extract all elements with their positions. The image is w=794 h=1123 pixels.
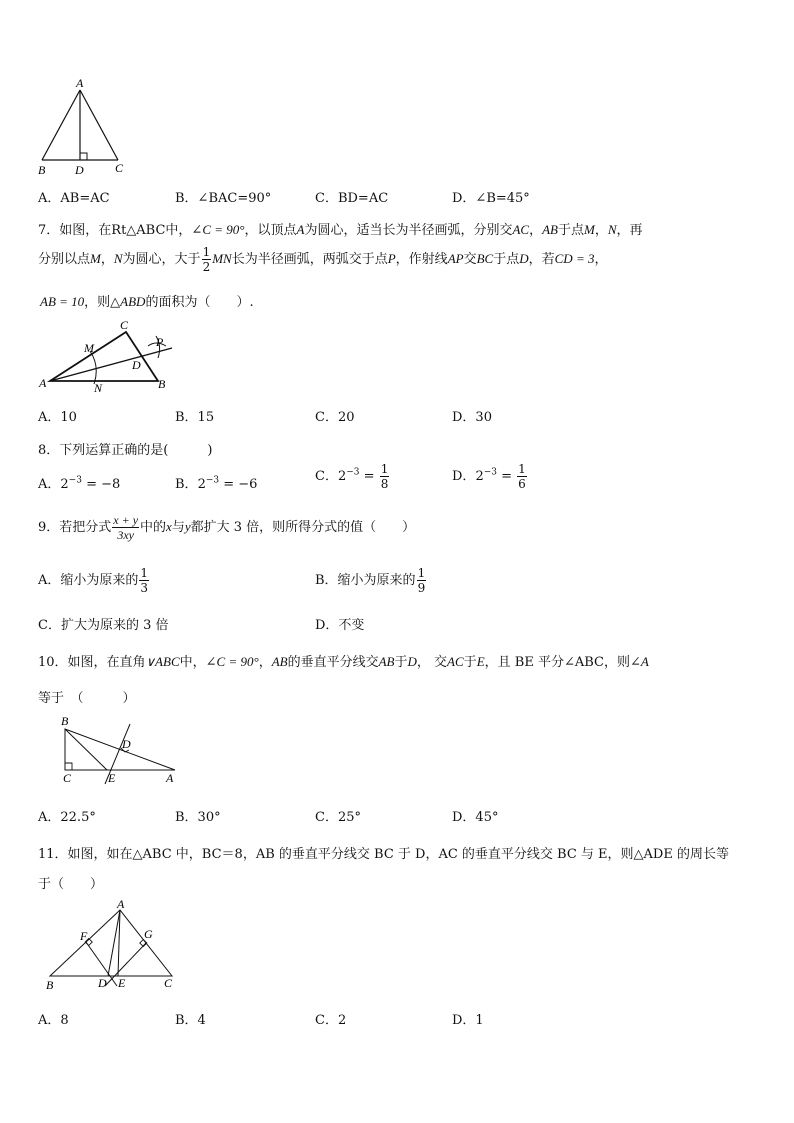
q10-line2: 等于 （ ）: [38, 691, 136, 706]
q10-right-angle-c: [65, 763, 72, 770]
q8-option-c: C．$2^{-3}$ = $\frac{1}{8}$: [315, 462, 389, 491]
q10-label-b: B: [61, 714, 69, 728]
q9-option-c: C．扩大为原来的 3 倍: [38, 618, 169, 633]
q7-line1: 7．如图，在Rt△ABC中，∠C = 90°，以顶点A为圆心，适当长为半径画弧，分别交AC，AB于点M，N，再: [38, 222, 643, 238]
q7-fraction-half: $\frac{1}{2}$: [202, 245, 211, 274]
q7-label-m: M: [84, 341, 94, 355]
q9-fraction: $\frac{x + y}{3xy}$: [113, 513, 139, 542]
q10-option-d: D．45°: [452, 810, 499, 825]
q10-option-b: B．30°: [175, 810, 221, 825]
q11-label-b: B: [46, 978, 54, 992]
q11-label-f: F: [80, 929, 88, 943]
q7-line3: AB = 10，则△ABD的面积为（ ）.: [40, 294, 254, 310]
q10-line1: 10．如图，在直角∨ABC中，∠C = 90°，AB的垂直平分线交AB于D， 交AC于E，且 BE 平分∠ABC，则∠A: [38, 654, 649, 670]
q6-figure: [30, 78, 140, 178]
q11-label-e: E: [118, 976, 126, 990]
q11-option-d: D．1: [452, 1013, 484, 1028]
q6-side-ab: [42, 90, 80, 160]
q6-label-a: A: [76, 78, 84, 90]
q9-option-b: B．缩小为原来的 $\frac{1}{9}$: [315, 566, 426, 595]
q10-segment-be: [65, 729, 107, 770]
q11-option-a: A．8: [38, 1013, 69, 1028]
q11-line2: 于（ ）: [38, 877, 104, 892]
q11-line1: 11．如图，如在△ABC 中，BC＝8，AB 的垂直平分线交 BC 于 D，AC 的垂直平分线交 BC 与 E，则△ADE 的周长等: [38, 847, 729, 862]
q6-option-b: B．∠BAC=90°: [175, 191, 272, 206]
q6-side-ac: [80, 90, 118, 160]
q7-arc-mn: [90, 351, 96, 384]
q7-line2: 分别以点M，N为圆心，大于 $\frac{1}{2}$ MN长为半径画弧，两弧交于点P，作射线AP交BC于点D，若CD = 3，: [38, 245, 608, 274]
q11-triangle-abc: [50, 910, 172, 976]
q10-triangle-bca: [65, 729, 175, 770]
q7-label-a: A: [39, 376, 47, 390]
q7-option-d: D．30: [452, 410, 492, 425]
q6-option-d: D．∠B=45°: [452, 191, 530, 206]
q8-option-b: B．$2^{-3} = -6$: [175, 475, 258, 492]
q9-option-d: D．不变: [315, 618, 365, 633]
q7-option-c: C．20: [315, 410, 355, 425]
q10-label-a: A: [166, 771, 174, 785]
q8-option-a: A．$2^{-3} = -8$: [38, 475, 121, 492]
q9-option-a: A．缩小为原来的 $\frac{1}{3}$: [38, 566, 149, 595]
q11-option-c: C．2: [315, 1013, 347, 1028]
q10-label-c: C: [63, 771, 72, 785]
q9-stem: 9．若把分式 $\frac{x + y}{3xy}$ 中的x与y都扩大 3 倍，则所得分式的值（ ）: [38, 513, 416, 542]
q6-label-b: B: [38, 163, 46, 177]
q10-label-e: E: [108, 771, 116, 785]
q7-option-b: B．15: [175, 410, 215, 425]
q6-right-angle-mark: [80, 153, 87, 160]
q7-label-d: D: [132, 358, 141, 372]
q7-label-c: C: [120, 318, 129, 332]
q7-label-n: N: [94, 381, 103, 395]
q11-label-g: G: [144, 927, 153, 941]
q10-figure: [55, 712, 185, 786]
q7-label-b: B: [158, 377, 166, 391]
q6-label-d: D: [75, 163, 84, 177]
q8-option-d: D．$2^{-3}$ = $\frac{1}{6}$: [452, 462, 526, 491]
q8-stem: 8．下列运算正确的是( ): [38, 443, 213, 458]
q10-option-c: C．25°: [315, 810, 361, 825]
q11-label-a: A: [117, 898, 125, 911]
q11-figure: [40, 898, 190, 992]
q10-option-a: A．22.5°: [38, 810, 96, 825]
q10-label-d: D: [122, 737, 131, 751]
q11-label-c: C: [164, 976, 173, 990]
q6-label-c: C: [115, 161, 124, 175]
q7-option-a: A．10: [38, 410, 77, 425]
q6-option-c: C．BD=AC: [315, 191, 389, 206]
q6-option-a: A．AB=AC: [38, 191, 110, 206]
q7-label-p: P: [156, 335, 164, 349]
q7-figure: [36, 318, 186, 396]
q11-bisector-ac: [105, 943, 146, 986]
q11-option-b: B．4: [175, 1013, 206, 1028]
q11-label-d: D: [98, 976, 107, 990]
